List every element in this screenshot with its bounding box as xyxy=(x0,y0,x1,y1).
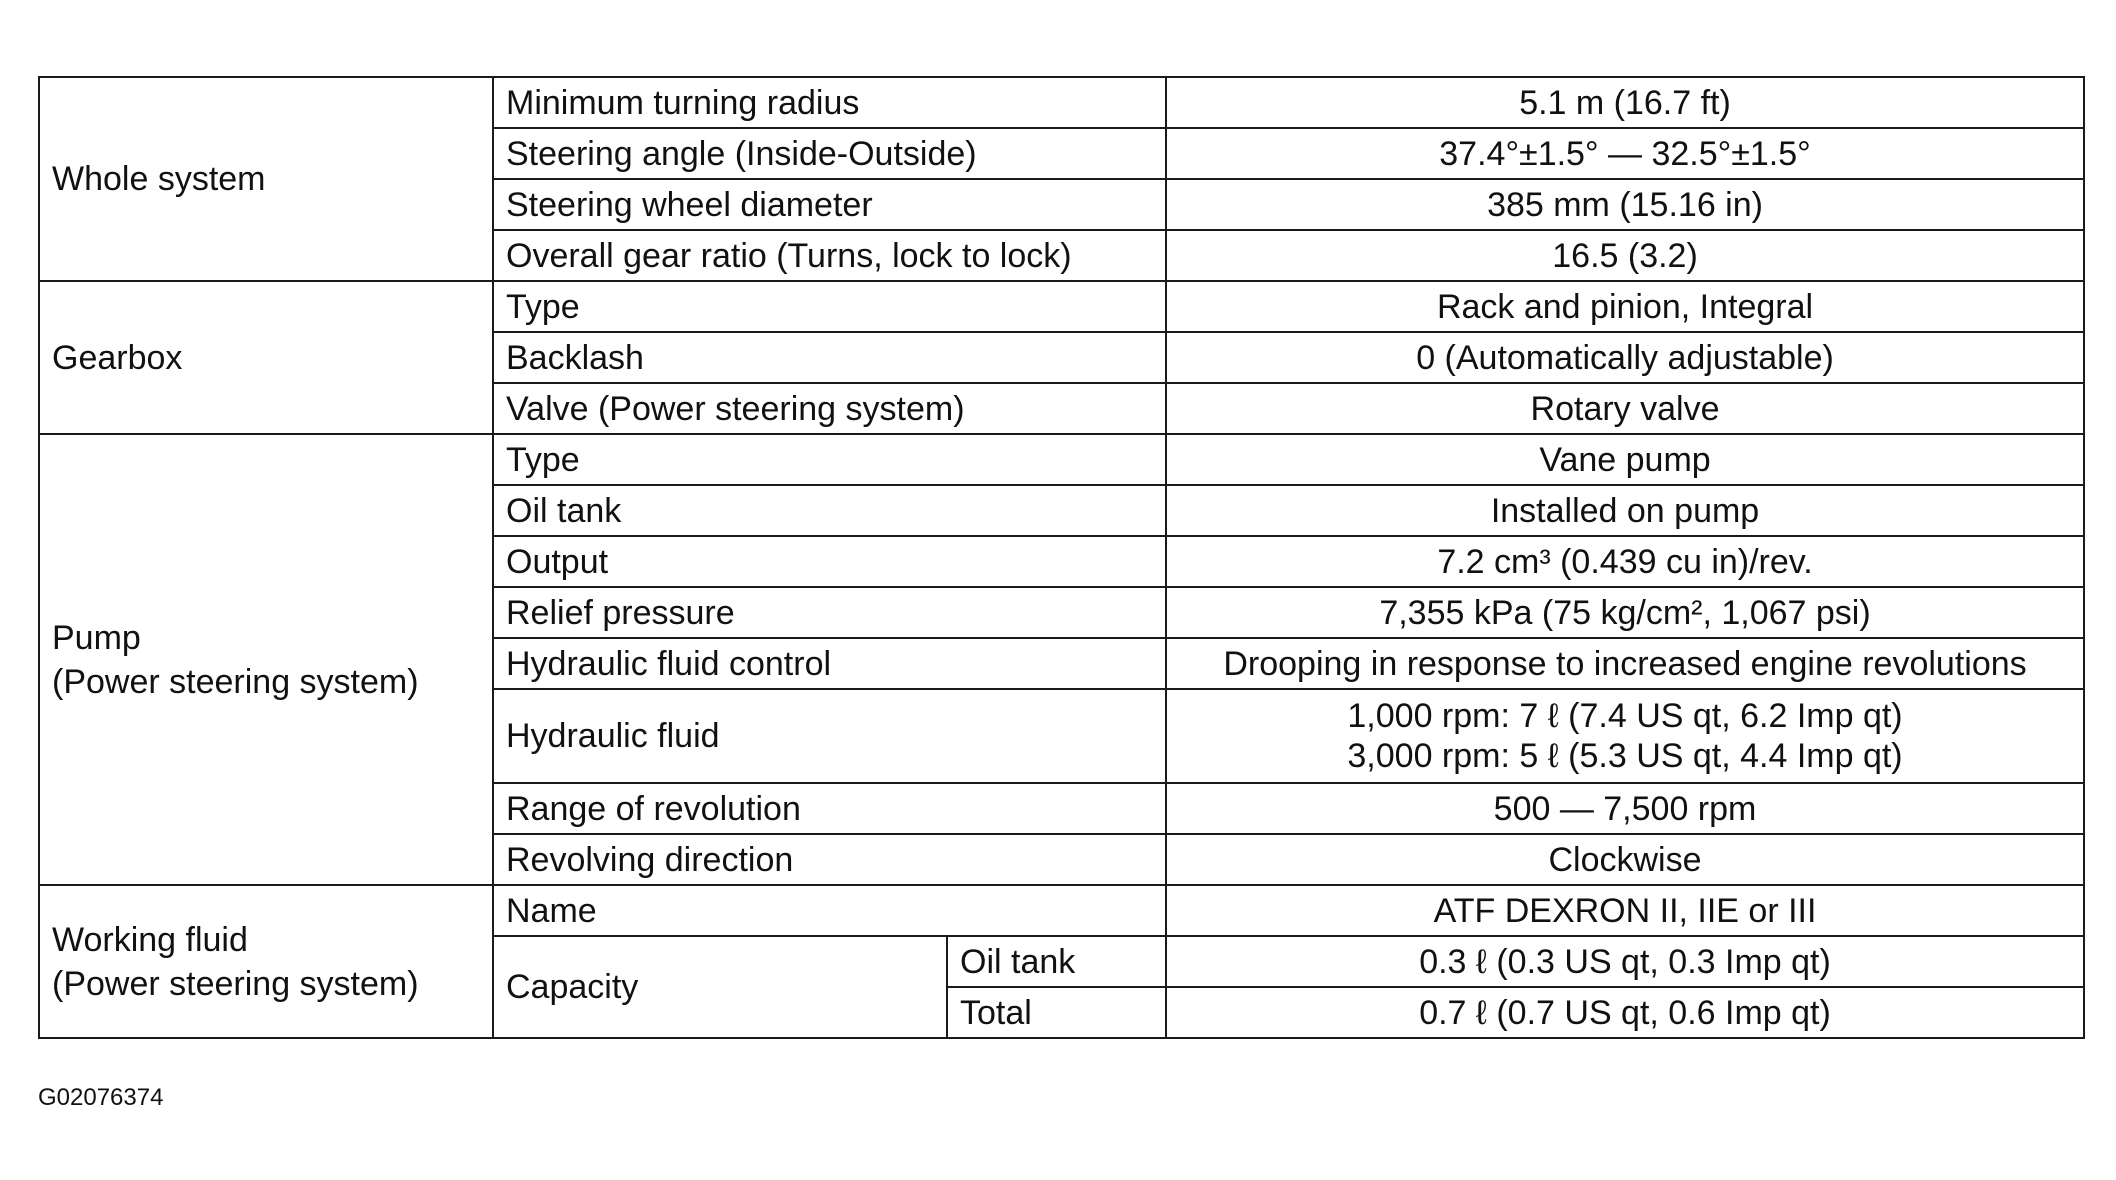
group-pump-line-2: (Power steering system) xyxy=(52,662,419,701)
row-label: Range of revolution xyxy=(493,783,1166,834)
row-value: Clockwise xyxy=(1166,834,2084,885)
steering-spec-table xyxy=(38,76,2085,1039)
row-label: Backlash xyxy=(493,332,1166,383)
row-label: Steering wheel diameter xyxy=(493,179,1166,230)
row-value xyxy=(1166,689,2084,783)
row-label: Hydraulic fluid xyxy=(493,689,1166,783)
row-value: 0.7 ℓ (0.7 US qt, 0.6 Imp qt) xyxy=(1166,987,2084,1038)
row-label: Capacity xyxy=(493,936,947,1038)
row-value: 7.2 cm³ (0.439 cu in)/rev. xyxy=(1166,536,2084,587)
row-label: Minimum turning radius xyxy=(493,77,1166,128)
row-label: Type xyxy=(493,434,1166,485)
row-value-line-1: 1,000 rpm: 7 ℓ (7.4 US qt, 6.2 Imp qt) xyxy=(1347,697,1903,735)
group-pump xyxy=(39,434,493,885)
row-value: 37.4°±1.5° — 32.5°±1.5° xyxy=(1166,128,2084,179)
group-pump-line-1: Pump xyxy=(52,618,141,657)
figure-id-caption: G02076374 xyxy=(38,1084,164,1111)
row-value: Drooping in response to increased engine revolutions xyxy=(1166,638,2084,689)
row-value: 16.5 (3.2) xyxy=(1166,230,2084,281)
row-label: Revolving direction xyxy=(493,834,1166,885)
row-sub-label: Oil tank xyxy=(947,936,1166,987)
group-working-fluid xyxy=(39,885,493,1038)
row-value-line-2: 3,000 rpm: 5 ℓ (5.3 US qt, 4.4 Imp qt) xyxy=(1347,737,1903,775)
row-label: Relief pressure xyxy=(493,587,1166,638)
row-value: 7,355 kPa (75 kg/cm², 1,067 psi) xyxy=(1166,587,2084,638)
row-value: Rotary valve xyxy=(1166,383,2084,434)
row-label: Steering angle (Inside-Outside) xyxy=(493,128,1166,179)
row-label: Oil tank xyxy=(493,485,1166,536)
row-value: Rack and pinion, Integral xyxy=(1166,281,2084,332)
row-value: 0 (Automatically adjustable) xyxy=(1166,332,2084,383)
group-working-fluid-line-1: Working fluid xyxy=(52,920,248,959)
row-label: Name xyxy=(493,885,1166,936)
row-label: Valve (Power steering system) xyxy=(493,383,1166,434)
row-value: ATF DEXRON II, IIE or III xyxy=(1166,885,2084,936)
table-row xyxy=(39,885,2084,936)
row-value: 385 mm (15.16 in) xyxy=(1166,179,2084,230)
row-sub-label: Total xyxy=(947,987,1166,1038)
row-value: Vane pump xyxy=(1166,434,2084,485)
row-value: 500 — 7,500 rpm xyxy=(1166,783,2084,834)
row-value: 0.3 ℓ (0.3 US qt, 0.3 Imp qt) xyxy=(1166,936,2084,987)
row-label: Hydraulic fluid control xyxy=(493,638,1166,689)
table-row xyxy=(39,434,2084,485)
row-label: Overall gear ratio (Turns, lock to lock) xyxy=(493,230,1166,281)
group-whole-system: Whole system xyxy=(39,77,493,281)
group-gearbox: Gearbox xyxy=(39,281,493,434)
table-row xyxy=(39,281,2084,332)
row-value: Installed on pump xyxy=(1166,485,2084,536)
row-label: Type xyxy=(493,281,1166,332)
row-label: Output xyxy=(493,536,1166,587)
group-working-fluid-line-2: (Power steering system) xyxy=(52,964,419,1003)
row-value: 5.1 m (16.7 ft) xyxy=(1166,77,2084,128)
table-row xyxy=(39,77,2084,128)
